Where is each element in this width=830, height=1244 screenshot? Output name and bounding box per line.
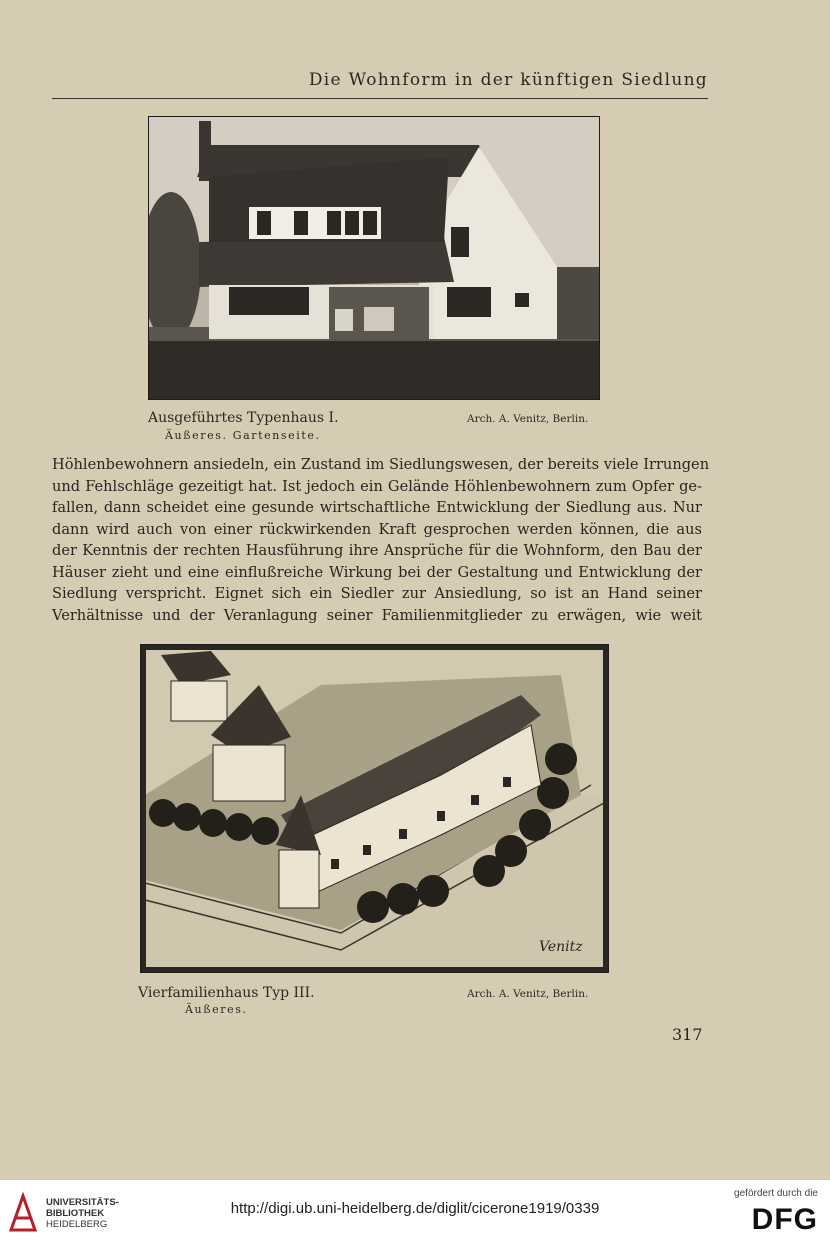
body-line: der Kenntnis der rechten Hausführung ihre Ansprüche für die Wohnform, den Bau der (52, 542, 702, 559)
body-line: und Fehlschläge gezeitigt hat. Ist jedoch ein Gelände Höhlenbewohnern zum Opfer ge- (52, 477, 702, 495)
page-number: 317 (672, 1025, 703, 1044)
permalink-url[interactable]: http://digi.ub.uni-heidelberg.de/diglit/cicerone1919/0339 (230, 1200, 600, 1217)
house-drawing (141, 645, 608, 972)
body-line: fallen, dann scheidet eine gesunde wirtschaftliche Entwicklung der Siedlung aus. Nur (52, 499, 702, 516)
body-line: dann wird auch von einer rückwirkenden Kraft gesprochen werden können, die aus (52, 520, 702, 538)
figure2-subtitle: Äußeres. (185, 1003, 248, 1016)
figure2-credit: Arch. A. Venitz, Berlin. (467, 988, 589, 1000)
body-line: Höhlenbewohnern ansiedeln, ein Zustand im Siedlungswesen, der bereits viele Irrungen (52, 456, 710, 473)
running-head: Die Wohnform in der künftigen Siedlung (52, 70, 708, 99)
digitization-footer (0, 1180, 830, 1244)
figure2-title: Vierfamilienhaus Typ III. (138, 985, 315, 1001)
library-name: UNIVERSITÄTS- BIBLIOTHEK HEIDELBERG (46, 1197, 119, 1230)
body-line: Verhältnisse und der Veranlagung seiner Familienmitglieder zu erwägen, wie weit (52, 606, 702, 624)
figure1-title: Ausgeführtes Typenhaus I. (148, 410, 339, 426)
dfg-logo: DFG (751, 1203, 818, 1236)
figure1-subtitle: Äußeres. Gartenseite. (165, 429, 321, 442)
body-line: Häuser zieht und eine einflußreiche Wirkung bei der Gestaltung und Entwicklung der (52, 563, 702, 581)
drawing-signature: Venitz (539, 939, 583, 955)
figure1-credit: Arch. A. Venitz, Berlin. (467, 413, 589, 425)
body-line: Siedlung verspricht. Eignet sich ein Siedler zur Ansiedlung, so ist an Hand seiner (52, 585, 702, 602)
house-photo-drawing (149, 117, 599, 399)
house-photograph (148, 116, 600, 400)
funded-by-label: gefördert durch die (734, 1188, 818, 1199)
body-paragraph (52, 454, 710, 626)
four-family-house-drawing (140, 644, 609, 973)
